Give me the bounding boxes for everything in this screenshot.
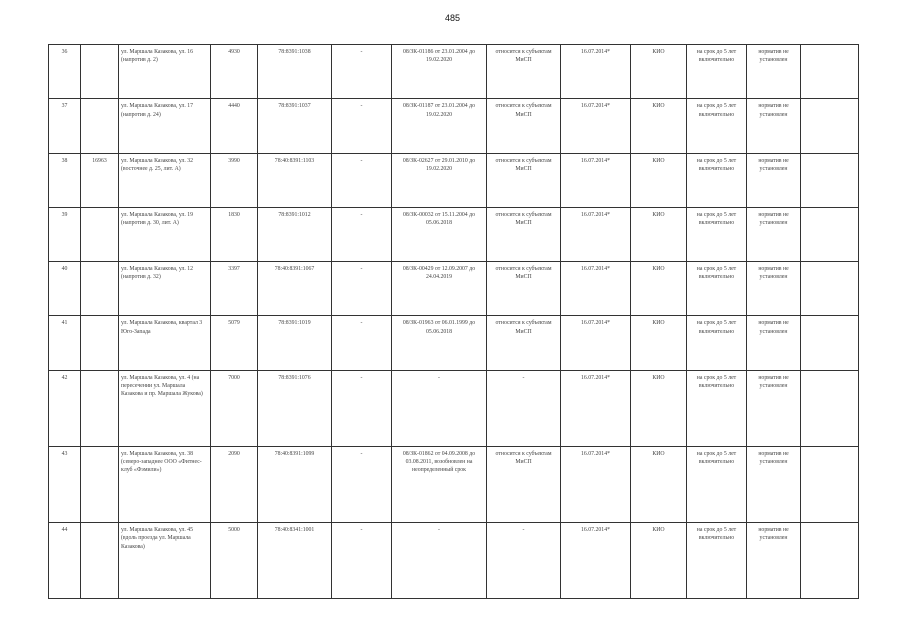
owner-category-cell: относится к субъектам МиСП bbox=[487, 45, 561, 99]
term-cell: на срок до 5 лет включительно bbox=[687, 370, 747, 446]
column-6-cell: - bbox=[332, 446, 392, 522]
owner-category-cell: относится к субъектам МиСП bbox=[487, 446, 561, 522]
column-6-cell: - bbox=[332, 45, 392, 99]
cadastral-number-cell: 78:8391:1038 bbox=[258, 45, 332, 99]
row-number: 36 bbox=[49, 45, 81, 99]
area-cell: 4440 bbox=[211, 99, 258, 153]
authority-cell: КИО bbox=[631, 370, 687, 446]
row-number: 41 bbox=[49, 316, 81, 370]
owner-category-cell: относится к субъектам МиСП bbox=[487, 262, 561, 316]
address-cell: ул. Маршала Казакова, квартал 3 Юго-Запада bbox=[119, 316, 211, 370]
norm-cell: норматив не установлен bbox=[747, 45, 801, 99]
authority-cell: КИО bbox=[631, 153, 687, 207]
cadastral-number-cell: 78:8391:1037 bbox=[258, 99, 332, 153]
address-cell: ул. Маршала Казакова, ул. 16 (напротив д. 2) bbox=[119, 45, 211, 99]
row-number: 43 bbox=[49, 446, 81, 522]
address-cell: ул. Маршала Казакова, ул. 45 (вдоль проезда ул. Маршала Казакова) bbox=[119, 522, 211, 598]
norm-cell: норматив не установлен bbox=[747, 153, 801, 207]
owner-category-cell: относится к субъектам МиСП bbox=[487, 99, 561, 153]
area-cell: 3990 bbox=[211, 153, 258, 207]
table-row bbox=[49, 99, 859, 153]
area-cell: 4930 bbox=[211, 45, 258, 99]
owner-category-cell: - bbox=[487, 522, 561, 598]
address-cell: ул. Маршала Казакова, ул. 4 (на пересечении ул. Маршала Казакова и пр. Маршала Жукова) bbox=[119, 370, 211, 446]
area-cell: 5000 bbox=[211, 522, 258, 598]
row-number: 44 bbox=[49, 522, 81, 598]
owner-category-cell: относится к субъектам МиСП bbox=[487, 316, 561, 370]
owner-category-cell: относится к субъектам МиСП bbox=[487, 207, 561, 261]
area-cell: 2090 bbox=[211, 446, 258, 522]
table-row bbox=[49, 316, 859, 370]
authority-cell: КИО bbox=[631, 262, 687, 316]
registry-number bbox=[81, 207, 119, 261]
contract-cell: 08/ЗК-01862 от 04.09.2008 до 03.08.2011, возобновлен на неопределенный срок bbox=[392, 446, 487, 522]
contract-cell: 08/ЗК-01187 от 23.01.2004 до 19.02.2020 bbox=[392, 99, 487, 153]
area-cell: 1830 bbox=[211, 207, 258, 261]
norm-cell: норматив не установлен bbox=[747, 262, 801, 316]
registry-number bbox=[81, 99, 119, 153]
address-cell: ул. Маршала Казакова, ул. 38 (северо-западнее ООО «Фитнес-клуб «Фэмили») bbox=[119, 446, 211, 522]
norm-cell: норматив не установлен bbox=[747, 316, 801, 370]
term-cell: на срок до 5 лет включительно bbox=[687, 153, 747, 207]
row-number: 40 bbox=[49, 262, 81, 316]
empty-cell bbox=[801, 446, 859, 522]
term-cell: на срок до 5 лет включительно bbox=[687, 446, 747, 522]
norm-cell: норматив не установлен bbox=[747, 370, 801, 446]
authority-cell: КИО bbox=[631, 446, 687, 522]
date-cell: 16.07.2014* bbox=[561, 370, 631, 446]
authority-cell: КИО bbox=[631, 207, 687, 261]
authority-cell: КИО bbox=[631, 45, 687, 99]
date-cell: 16.07.2014* bbox=[561, 522, 631, 598]
registry-number bbox=[81, 446, 119, 522]
table-row bbox=[49, 153, 859, 207]
page-number: 485 bbox=[444, 13, 461, 23]
term-cell: на срок до 5 лет включительно bbox=[687, 262, 747, 316]
land-plots-table bbox=[48, 44, 859, 599]
area-cell: 3397 bbox=[211, 262, 258, 316]
norm-cell: норматив не установлен bbox=[747, 446, 801, 522]
norm-cell: норматив не установлен bbox=[747, 522, 801, 598]
address-cell: ул. Маршала Казакова, ул. 12 (напротив д. 32) bbox=[119, 262, 211, 316]
cadastral-number-cell: 78:8391:1076 bbox=[258, 370, 332, 446]
empty-cell bbox=[801, 262, 859, 316]
term-cell: на срок до 5 лет включительно bbox=[687, 99, 747, 153]
cadastral-number-cell: 78:40:8341:1001 bbox=[258, 522, 332, 598]
address-cell: ул. Маршала Казакова, ул. 19 (напротив д. 30, лит. А) bbox=[119, 207, 211, 261]
table-row bbox=[49, 446, 859, 522]
cadastral-number-cell: 78:8391:1019 bbox=[258, 316, 332, 370]
address-cell: ул. Маршала Казакова, ул. 32 (восточнее д. 25, лит. А) bbox=[119, 153, 211, 207]
table-row bbox=[49, 370, 859, 446]
empty-cell bbox=[801, 522, 859, 598]
term-cell: на срок до 5 лет включительно bbox=[687, 316, 747, 370]
registry-number bbox=[81, 522, 119, 598]
date-cell: 16.07.2014* bbox=[561, 45, 631, 99]
row-number: 37 bbox=[49, 99, 81, 153]
date-cell: 16.07.2014* bbox=[561, 207, 631, 261]
contract-cell: 08/ЗК-01186 от 23.01.2004 до 19.02.2020 bbox=[392, 45, 487, 99]
column-6-cell: - bbox=[332, 207, 392, 261]
address-cell: ул. Маршала Казакова, ул. 17 (напротив д. 24) bbox=[119, 99, 211, 153]
date-cell: 16.07.2014* bbox=[561, 316, 631, 370]
term-cell: на срок до 5 лет включительно bbox=[687, 522, 747, 598]
row-number: 38 bbox=[49, 153, 81, 207]
empty-cell bbox=[801, 316, 859, 370]
table-row bbox=[49, 262, 859, 316]
authority-cell: КИО bbox=[631, 316, 687, 370]
date-cell: 16.07.2014* bbox=[561, 446, 631, 522]
contract-cell: 08/ЗК-00032 от 15.11.2004 до 05.06.2018 bbox=[392, 207, 487, 261]
empty-cell bbox=[801, 153, 859, 207]
empty-cell bbox=[801, 45, 859, 99]
row-number: 42 bbox=[49, 370, 81, 446]
registry-number: 16963 bbox=[81, 153, 119, 207]
norm-cell: норматив не установлен bbox=[747, 99, 801, 153]
authority-cell: КИО bbox=[631, 99, 687, 153]
contract-cell: 08/ЗК-02627 от 29.01.2010 до 19.02.2020 bbox=[392, 153, 487, 207]
cadastral-number-cell: 78:40:8391:1099 bbox=[258, 446, 332, 522]
contract-cell: - bbox=[392, 522, 487, 598]
column-6-cell: - bbox=[332, 316, 392, 370]
empty-cell bbox=[801, 370, 859, 446]
contract-cell: - bbox=[392, 370, 487, 446]
table-row bbox=[49, 522, 859, 598]
term-cell: на срок до 5 лет включительно bbox=[687, 45, 747, 99]
date-cell: 16.07.2014* bbox=[561, 99, 631, 153]
row-number: 39 bbox=[49, 207, 81, 261]
area-cell: 7000 bbox=[211, 370, 258, 446]
column-6-cell: - bbox=[332, 522, 392, 598]
contract-cell: 08/ЗК-01963 от 06.01.1999 до 05.06.2018 bbox=[392, 316, 487, 370]
column-6-cell: - bbox=[332, 262, 392, 316]
date-cell: 16.07.2014* bbox=[561, 262, 631, 316]
table-row bbox=[49, 45, 859, 99]
empty-cell bbox=[801, 99, 859, 153]
empty-cell bbox=[801, 207, 859, 261]
owner-category-cell: относится к субъектам МиСП bbox=[487, 153, 561, 207]
cadastral-number-cell: 78:8391:1012 bbox=[258, 207, 332, 261]
table-row bbox=[49, 207, 859, 261]
registry-number bbox=[81, 262, 119, 316]
term-cell: на срок до 5 лет включительно bbox=[687, 207, 747, 261]
cadastral-number-cell: 78:40:8391:1103 bbox=[258, 153, 332, 207]
column-6-cell: - bbox=[332, 370, 392, 446]
column-6-cell: - bbox=[332, 99, 392, 153]
column-6-cell: - bbox=[332, 153, 392, 207]
registry-number bbox=[81, 45, 119, 99]
authority-cell: КИО bbox=[631, 522, 687, 598]
registry-number bbox=[81, 370, 119, 446]
owner-category-cell: - bbox=[487, 370, 561, 446]
contract-cell: 08/ЗК-00429 от 12.09.2007 до 24.04.2019 bbox=[392, 262, 487, 316]
area-cell: 5079 bbox=[211, 316, 258, 370]
norm-cell: норматив не установлен bbox=[747, 207, 801, 261]
date-cell: 16.07.2014* bbox=[561, 153, 631, 207]
registry-number bbox=[81, 316, 119, 370]
cadastral-number-cell: 78:40:8391:1067 bbox=[258, 262, 332, 316]
